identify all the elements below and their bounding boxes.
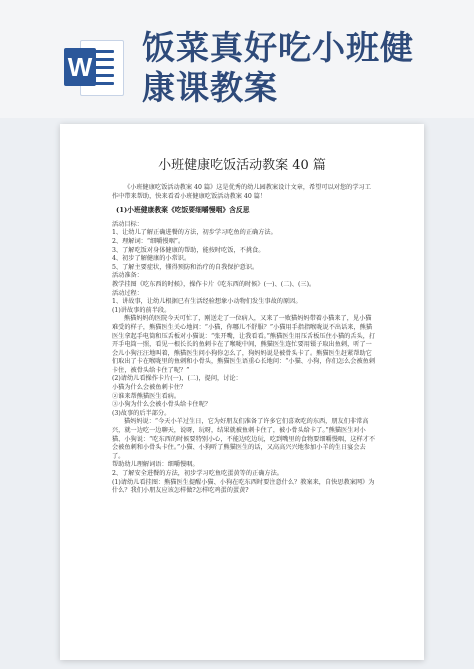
body-line: 2、了解安全进餐的方法，初步学习吃鱼吃蛋黄等的正确方法。 <box>112 470 283 477</box>
story-paragraph: 熊猫妈妈的医院今天可忙了，刚送走了一位病人，又来了一败猫妈妈带着小猫来了，见小猫难受的样子，熊猫医生关心地问：“小猫，你哪儿不舒服？”小猫用手指指喉咙说不出话来，熊猫医生拿起手电筒和压舌板对小猫说：“张开嘴，让我看看。”熊猫医生用压舌板压住小猫的舌头，打开手电筒一照，看见一根长长的鱼刺卡在了喉咙中间，熊猫医生连忙要用镊子取出鱼刺，听了一会儿小狗汪汪地叫着，熊猫医生问小狗你怎么了，狗妈妈说是被骨头卡了。熊猫医生赶紧帮助它们取出了卡在喉咙里的鱼刺和小骨头，熊猫医生语重心长地问：“小猫、小狗，你们怎么会被鱼刺卡住，被骨头给卡住了呢？” <box>112 315 376 374</box>
body-line: (2)请幼儿看操作卡片(一)、(二)，提问，讨论： <box>112 375 242 383</box>
body-line: ②谁来帮熊猫医生看病。 <box>112 392 181 400</box>
word-w-badge: W <box>64 48 96 86</box>
banner-title-line1: 饭菜真好吃小班健 <box>142 28 414 67</box>
body-line: 1、讲故事，让幼儿根据已有生活经验想象小动物们发生事故的原因。 <box>112 298 302 306</box>
body-line: 教学挂图《吃东西的时候》，操作卡片《吃东西的时候》(一)、(二)、(三)。 <box>112 280 316 288</box>
banner-title <box>142 28 462 108</box>
body-line: 帮助幼儿理解词语：细嚼慢咽。 <box>112 461 199 469</box>
body-line: 3、了解吃饭对身体健康的帮助，能按时吃饭，不挑食。 <box>112 246 265 254</box>
body-line: 小猫为什么会被鱼刺卡住？ <box>112 384 187 392</box>
intro-paragraph: 《小班健康吃饭活动教案 40 篇》这是优秀的幼儿园教案设计文章，希望可以对您的学习工作中带来帮助，快来看看小班健康吃饭活动教案 40 篇！ <box>112 184 371 200</box>
word-document-icon <box>64 40 124 94</box>
story-paragraph: 猫妈妈说：“今天小羊过生日，它为好朋友们准备了许多它们喜欢吃的东西，朋友们非常高兴，就一边吃一边聊天，说呀，玩呀，结果就被鱼刺卡住了，被小骨头给卡了。”熊猫医生对小猫、小狗说：“吃东西的时候要特别小心，不能边吃边玩，吃到嘴里的食物要细嚼慢咽，这样才不会被鱼刺和小骨头卡住。”小猫、小狗听了熊猫医生的话，又高高兴兴地参加小羊的生日宴会去了。 <box>112 418 376 460</box>
body-line: 5、了解主要症状，懂得预防和治疗的自我保护意识。 <box>112 263 259 271</box>
body-line: ③小狗为什么会被小骨头给卡住呢？ <box>112 401 211 409</box>
banner-title-line2: 康课教案 <box>142 68 278 107</box>
document-page <box>60 124 424 660</box>
body-line: 活动准备： <box>112 272 143 280</box>
body-line: 4、初步了解健康的小常识。 <box>112 255 191 263</box>
document-body <box>112 184 376 496</box>
body-line: 2、理解词：“细嚼慢咽”。 <box>112 237 185 245</box>
body-line: 活动目标： <box>112 220 143 228</box>
section-heading: (1)小班健康教案《吃饭要细嚼慢咽》含反思 <box>116 206 250 215</box>
header-banner <box>0 0 474 118</box>
body-line: 活动过程： <box>112 289 143 297</box>
body-line: 1、让幼儿了解正确进餐的方法，初步学习吃鱼的正确方法。 <box>112 229 277 237</box>
document-title: 小班健康吃饭活动教案 40 篇 <box>158 158 326 173</box>
body-line: (1)讲故事的前半段。 <box>112 306 171 314</box>
body-line: (1)请幼儿看挂图：熊猫医生提醒小猫、小狗在吃东西时要注意什么？教案来，自快思教案网》为什么？我们小朋友应该怎样做?怎样吃鸡蛋的蛋黄? <box>112 478 375 495</box>
body-line: (3)故事的后半部分。 <box>112 409 171 417</box>
